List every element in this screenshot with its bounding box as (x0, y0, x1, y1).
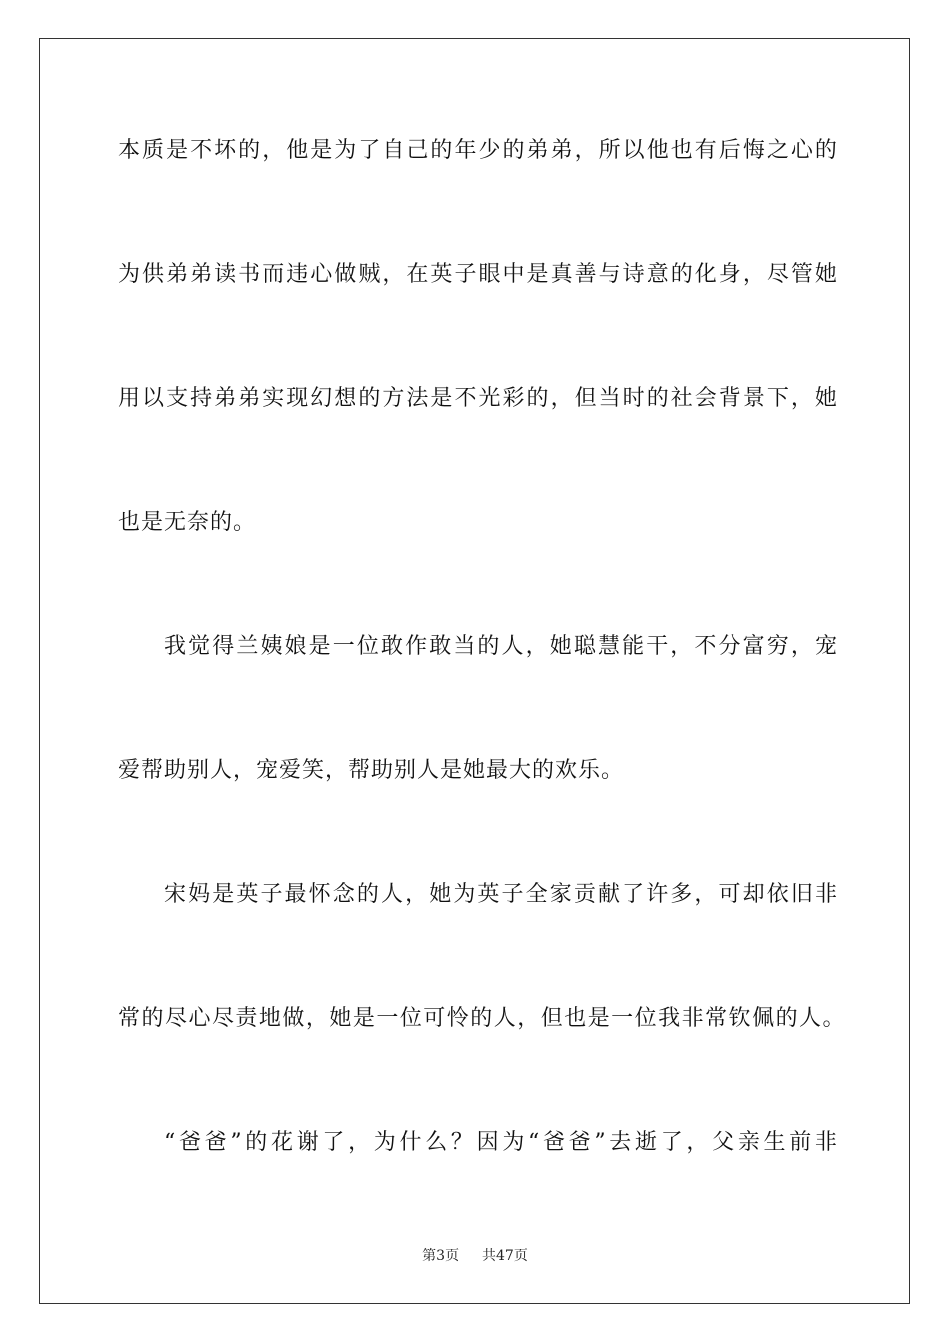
text-char: ， (790, 634, 814, 659)
text-char: 中 (502, 262, 526, 287)
text-char: 爸 (568, 1130, 592, 1155)
text-line-8 (118, 1004, 846, 1034)
text-char: 以 (142, 386, 166, 411)
text-char: 是 (212, 882, 236, 907)
text-char: 是 (352, 1006, 376, 1031)
text-char: ， (382, 262, 406, 287)
text-char: 了 (358, 138, 382, 163)
text-char: 是 (166, 138, 190, 163)
text-char: 妈 (188, 882, 212, 907)
text-char: 为 (118, 262, 142, 287)
text-char: 全 (525, 882, 549, 907)
text-char: 了 (660, 1130, 684, 1155)
text-char: 所 (598, 138, 622, 163)
text-char: 贡 (573, 882, 597, 907)
text-char: 现 (286, 386, 310, 411)
text-char: 书 (238, 262, 262, 287)
text-char: 英 (477, 882, 501, 907)
text-char: 觉 (188, 634, 212, 659)
text-char: ， (574, 138, 598, 163)
text-char: 干 (646, 634, 670, 659)
text-char: 法 (406, 386, 430, 411)
text-char: 背 (718, 386, 742, 411)
text-char: 子 (454, 262, 478, 287)
text-char: 但 (540, 1006, 564, 1031)
text-char: 可 (423, 1006, 447, 1031)
text-char: 献 (597, 882, 621, 907)
text-char: 化 (694, 262, 718, 287)
text-char: 不 (454, 386, 478, 411)
text-char: 逝 (635, 1130, 659, 1155)
page-number: 第3页 (422, 1248, 460, 1264)
text-char: 她 (329, 1006, 353, 1031)
text-char: 弟 (550, 138, 574, 163)
text-char: 当 (598, 386, 622, 411)
text-char: 常 (705, 1006, 729, 1031)
text-char: 一 (332, 634, 356, 659)
text-char: 弟 (214, 386, 238, 411)
text-char: 为 (334, 138, 358, 163)
text-char: 支 (166, 386, 190, 411)
text-char: 本 (118, 138, 142, 163)
text-char: 弟 (526, 138, 550, 163)
text-char: 的 (356, 882, 380, 907)
text-char: 家 (549, 882, 573, 907)
text-char: 子 (260, 882, 284, 907)
text-char: 善 (574, 262, 598, 287)
text-char: 父 (712, 1130, 736, 1155)
text-char: 娘 (284, 634, 308, 659)
text-char: 尽 (766, 262, 790, 287)
text-char: 位 (634, 1006, 658, 1031)
text-char: 位 (399, 1006, 423, 1031)
text-line-4: 也是无奈的。 (118, 510, 257, 535)
text-char: 尽 (164, 1006, 188, 1031)
text-char: ， (742, 262, 766, 287)
text-char: 却 (742, 882, 766, 907)
text-char: 富 (742, 634, 766, 659)
text-char: 佩 (752, 1006, 776, 1031)
text-line-3 (118, 384, 838, 414)
text-char: 敢 (429, 634, 453, 659)
text-char: 兰 (236, 634, 260, 659)
text-char: 人 (799, 1006, 823, 1031)
text-char: 了 (322, 1130, 346, 1155)
text-char: 想 (334, 386, 358, 411)
text-char: 心 (310, 262, 334, 287)
text-char: 的 (526, 386, 550, 411)
text-char: 彩 (502, 386, 526, 411)
text-char: 谢 (296, 1130, 320, 1155)
text-char: 。 (822, 1006, 846, 1031)
text-char: 少 (478, 138, 502, 163)
text-char: ， (670, 634, 694, 659)
text-char: 许 (646, 882, 670, 907)
text-char: 钦 (728, 1006, 752, 1031)
text-char: “ (528, 1130, 541, 1155)
text-char: 光 (478, 386, 502, 411)
text-char: 非 (814, 1130, 838, 1155)
text-char: 方 (382, 386, 406, 411)
text-char: 的 (238, 138, 262, 163)
text-char: 也 (564, 1006, 588, 1031)
text-char: 会 (694, 386, 718, 411)
text-char: 弟 (238, 386, 262, 411)
text-char: 幻 (310, 386, 334, 411)
text-char: 诗 (622, 262, 646, 287)
text-char: 前 (789, 1130, 813, 1155)
text-char: 弟 (166, 262, 190, 287)
text-char: 为 (453, 882, 477, 907)
text-char: 亲 (737, 1130, 761, 1155)
text-char: 读 (214, 262, 238, 287)
text-char: 怜 (446, 1006, 470, 1031)
text-char: 子 (501, 882, 525, 907)
text-char: 己 (406, 138, 430, 163)
page-border (39, 38, 910, 1304)
text-char: 她 (429, 882, 453, 907)
text-char: ， (550, 386, 574, 411)
text-char: 有 (694, 138, 718, 163)
text-char: 弟 (190, 262, 214, 287)
text-char: ， (517, 1006, 541, 1031)
text-char: 他 (646, 138, 670, 163)
text-char: 得 (212, 634, 236, 659)
text-char: 英 (236, 882, 260, 907)
text-char: ， (790, 386, 814, 411)
text-char: 下 (766, 386, 790, 411)
text-char: 管 (790, 262, 814, 287)
text-char: 为 (373, 1130, 397, 1155)
text-char: 坏 (214, 138, 238, 163)
text-char: 旧 (790, 882, 814, 907)
text-char: 是 (526, 262, 550, 287)
text-char: ， (305, 1006, 329, 1031)
text-char: 质 (142, 138, 166, 163)
text-char: 因 (476, 1130, 500, 1155)
text-char: 尽 (211, 1006, 235, 1031)
text-line-9 (118, 1128, 838, 1158)
text-char: 分 (718, 634, 742, 659)
text-char: 时 (622, 386, 646, 411)
text-char: 人 (493, 1006, 517, 1031)
text-char: ， (348, 1130, 372, 1155)
text-char: 慧 (597, 634, 621, 659)
text-char: 做 (334, 262, 358, 287)
text-char: 敢 (380, 634, 404, 659)
text-char: 多 (670, 882, 694, 907)
text-char: 眼 (478, 262, 502, 287)
text-char: 身 (718, 262, 742, 287)
text-char: 爸 (204, 1130, 228, 1155)
text-char: 什 (399, 1130, 423, 1155)
text-char: 的 (814, 138, 838, 163)
text-char: 非 (814, 882, 838, 907)
text-char: 为 (502, 1130, 526, 1155)
text-char: ， (694, 882, 718, 907)
text-char: 意 (646, 262, 670, 287)
text-char: ？ (450, 1130, 474, 1155)
text-char: 后 (718, 138, 742, 163)
text-char: 自 (382, 138, 406, 163)
text-char: 非 (681, 1006, 705, 1031)
text-char: 宋 (164, 882, 188, 907)
text-char: 可 (718, 882, 742, 907)
text-char: 而 (262, 262, 286, 287)
text-char: 的 (646, 386, 670, 411)
text-char: 爸 (178, 1130, 202, 1155)
text-char: 怀 (308, 882, 332, 907)
text-char: 的 (358, 386, 382, 411)
text-char: 的 (245, 1130, 269, 1155)
text-char: 一 (376, 1006, 400, 1031)
text-char: 最 (284, 882, 308, 907)
text-char: 她 (814, 386, 838, 411)
text-char: 心 (188, 1006, 212, 1031)
text-char: 供 (142, 262, 166, 287)
text-line-7 (118, 880, 838, 910)
text-char: 年 (454, 138, 478, 163)
text-char: 人 (380, 882, 404, 907)
page-footer (0, 1247, 950, 1265)
text-char: 贼 (358, 262, 382, 287)
text-char: “ (164, 1130, 177, 1155)
text-char: 了 (622, 882, 646, 907)
text-char: 是 (430, 386, 454, 411)
text-char: 地 (258, 1006, 282, 1031)
text-char: 做 (282, 1006, 306, 1031)
text-char: 用 (118, 386, 142, 411)
text-char: 生 (763, 1130, 787, 1155)
text-char: 我 (658, 1006, 682, 1031)
text-char: 英 (430, 262, 454, 287)
text-char: 聪 (573, 634, 597, 659)
text-char: 的 (502, 138, 526, 163)
text-char: 景 (742, 386, 766, 411)
text-char: ” (594, 1130, 607, 1155)
text-char: 姨 (260, 634, 284, 659)
text-char: 能 (622, 634, 646, 659)
text-char: 穷 (766, 634, 790, 659)
text-char: 是 (310, 138, 334, 163)
text-char: 持 (190, 386, 214, 411)
text-line-1 (118, 136, 838, 166)
text-char: 与 (598, 262, 622, 287)
text-char: 不 (694, 634, 718, 659)
text-char: 但 (574, 386, 598, 411)
text-char: 一 (611, 1006, 635, 1031)
text-char: 么 (425, 1130, 449, 1155)
text-char: 责 (235, 1006, 259, 1031)
text-char: 悔 (742, 138, 766, 163)
text-char: 位 (356, 634, 380, 659)
text-char: 他 (286, 138, 310, 163)
text-char: ， (405, 882, 429, 907)
text-char: 违 (286, 262, 310, 287)
text-char: 爸 (542, 1130, 566, 1155)
text-char: ， (525, 634, 549, 659)
text-char: 实 (262, 386, 286, 411)
text-char: 她 (549, 634, 573, 659)
text-char: ” (230, 1130, 243, 1155)
text-char: 的 (470, 1006, 494, 1031)
text-char: 念 (332, 882, 356, 907)
text-char: ， (262, 138, 286, 163)
text-line-2 (118, 260, 838, 290)
text-char: 是 (308, 634, 332, 659)
text-char: 不 (190, 138, 214, 163)
text-char: 是 (587, 1006, 611, 1031)
text-char: 之 (766, 138, 790, 163)
text-line-6: 爱帮助别人，宠爱笑，帮助别人是她最大的欢乐。 (118, 758, 625, 783)
text-char: 也 (670, 138, 694, 163)
text-char: 她 (814, 262, 838, 287)
text-char: 的 (670, 262, 694, 287)
text-char: 作 (405, 634, 429, 659)
text-char: ， (686, 1130, 710, 1155)
text-line-5 (118, 632, 838, 662)
text-char: 心 (790, 138, 814, 163)
text-char: 宠 (814, 634, 838, 659)
page-total: 共47页 (482, 1248, 528, 1264)
text-char: 的 (775, 1006, 799, 1031)
text-char: 以 (622, 138, 646, 163)
text-char: 去 (609, 1130, 633, 1155)
text-char: 花 (270, 1130, 294, 1155)
text-char: 当 (453, 634, 477, 659)
text-char: 我 (164, 634, 188, 659)
text-char: 的 (477, 634, 501, 659)
text-char: 社 (670, 386, 694, 411)
text-char: 的 (141, 1006, 165, 1031)
text-char: 常 (118, 1006, 142, 1031)
text-char: 依 (766, 882, 790, 907)
text-char: 真 (550, 262, 574, 287)
text-char: 人 (501, 634, 525, 659)
text-char: 的 (430, 138, 454, 163)
text-char: 在 (406, 262, 430, 287)
